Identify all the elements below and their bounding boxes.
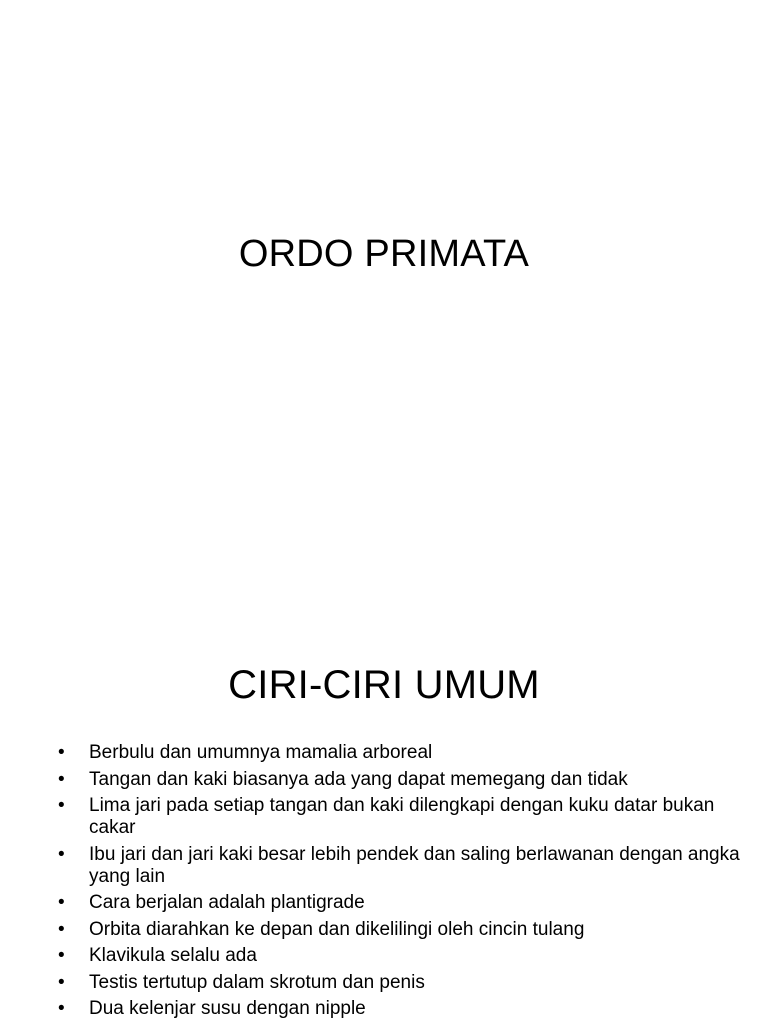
bullet-icon: • [58,971,65,993]
bullet-icon: • [58,742,65,763]
list-item [58,742,748,764]
list-item-text: Lima jari pada setiap tangan dan kaki dilengkapi dengan kuku datar bukan cakar [89,795,715,838]
bullet-icon: • [58,918,65,940]
list-item-text: Tangan dan kaki biasanya ada yang dapat memegang dan tidak [89,768,628,790]
list-item-text: Cara berjalan adalah plantigrade [89,892,365,913]
slide-title-ordo-primata: ORDO PRIMATA [238,233,530,275]
list-item [58,795,748,839]
list-item-text: Ibu jari dan jari kaki besar lebih pendek dan saling berlawanan dengan angka yang lain [89,843,740,887]
list-item-text: Orbita diarahkan ke depan dan dikelilingi oleh cincin tulang [89,918,585,940]
list-item [58,919,748,941]
list-item [58,998,748,1020]
list-item [58,892,748,914]
bullet-icon: • [58,795,65,816]
bullet-icon: • [58,998,65,1019]
list-item-text: Testis tertutup dalam skrotum dan penis [89,971,425,993]
characteristics-list [58,742,748,1025]
slide-title-ciri-ciri-umum: CIRI-CIRI UMUM [228,663,540,707]
bullet-icon: • [58,843,65,865]
list-item-text: Klavikula selalu ada [89,945,257,966]
bullet-icon: • [58,768,65,790]
list-item [58,972,748,994]
list-item-text: Berbulu dan umumnya mamalia arboreal [89,742,433,763]
bullet-icon: • [58,892,65,913]
bullet-icon: • [58,945,65,966]
list-item [58,769,748,791]
list-item-text: Dua kelenjar susu dengan nipple [89,998,366,1019]
list-item [58,945,748,967]
list-item [58,844,748,888]
